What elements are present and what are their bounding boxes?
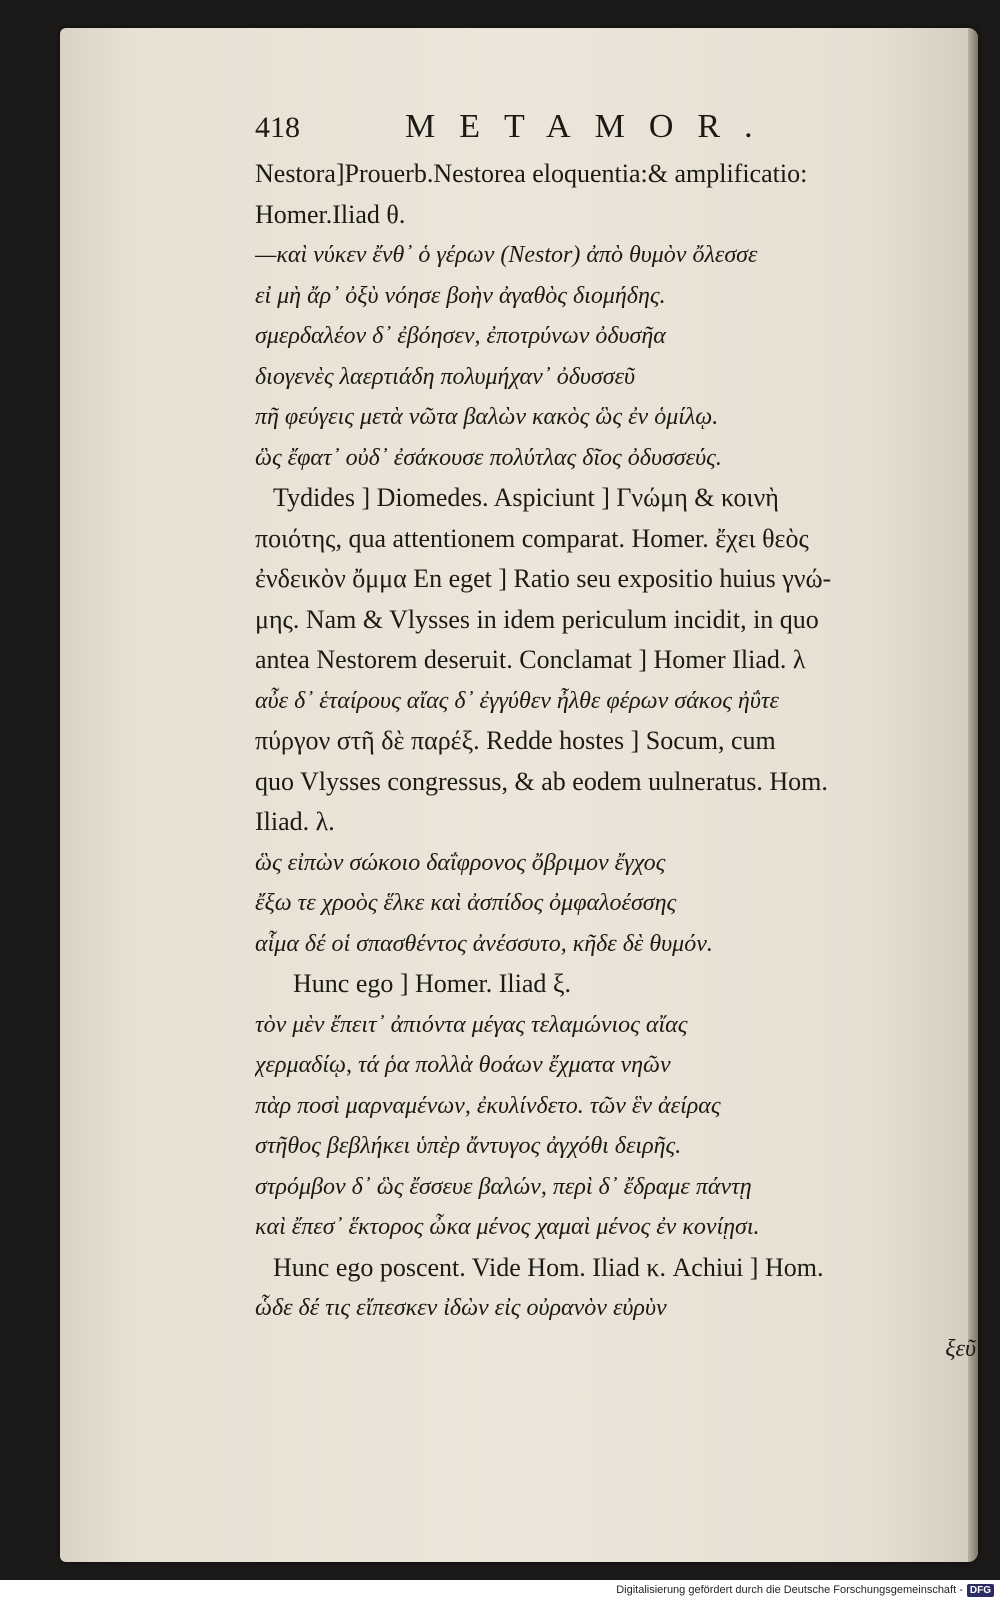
footer-text: Digitalisierung gefördert durch die Deutsche Forschungsgemeinschaft -	[616, 1584, 963, 1596]
text-line: εἰ μὴ ἄρ᾽ ὀξὺ νόησε βοὴν ἀγαθὸς διομήδης.	[255, 282, 666, 309]
text-line: ἐνδεικὸν ὄμμα En eget ] Ratio seu expositio huius γνώ-	[255, 564, 832, 593]
text-line: τὸν μὲν ἔπειτ᾽ ἀπιόντα μέγας τελαμώνιος αἴας	[255, 1011, 688, 1038]
text-line: —καὶ νύκεν ἔνθ᾽ ὁ γέρων (Nestor) ἀπὸ θυμὸν ὄλεσσε	[255, 242, 758, 268]
text-line: μης. Nam & Vlysses in idem periculum incidit, in quo	[255, 604, 819, 634]
text-line: διογενὲς λαερτιάδη πολυμήχαν᾽ ὀδυσσεῦ	[255, 363, 636, 390]
dfg-logo: DFG	[967, 1584, 994, 1597]
text-line: Homer.Iliad θ.	[255, 199, 406, 229]
text-line: Hunc ego ] Homer. Iliad ξ.	[293, 969, 572, 998]
text-line: καὶ ἔπεσ᾽ ἕκτορος ὦκα μένος χαμαὶ μένος ἐν κονίῃσι.	[255, 1214, 760, 1240]
text-line: Hunc ego poscent. Vide Hom. Iliad κ. Achiui ] Hom.	[273, 1252, 824, 1282]
text-line: quo Vlysses congressus, & ab eodem uulneratus. Hom.	[255, 766, 828, 796]
book-page	[60, 28, 978, 1562]
text-line: αἷμα δέ οἱ σπασθέντος ἀνέσσυτο, κῆδε δὲ θυμόν.	[255, 930, 713, 957]
text-line: χερμαδίῳ, τά ῥα πολλὰ θοάων ἔχματα νηῶν	[255, 1052, 671, 1078]
text-block	[255, 108, 990, 1369]
page-header	[255, 108, 990, 154]
text-line: πὰρ ποσὶ μαρναμένων, ἐκυλίνδετο. τῶν ἓν ἀείρας	[255, 1092, 721, 1119]
text-line: Nestora]Prouerb.Nestorea eloquentia:& amplificatio:	[255, 159, 808, 188]
page-number: 418	[255, 111, 300, 144]
text-line: πύργον στῆ δὲ παρέξ. Redde hostes ] Socum, cum	[255, 726, 776, 755]
text-line: Tydides ] Diomedes. Aspiciunt ] Γνώμη & κοινὴ	[273, 483, 779, 512]
text-line: ὣς εἰπὼν σώκοιο δαΐφρονος ὄβριμον ἔγχος	[255, 849, 666, 876]
running-title: METAMOR.	[405, 108, 777, 145]
text-line: antea Nestorem deseruit. Conclamat ] Homer Iliad. λ	[255, 645, 806, 674]
text-line: ἔξω τε χροὸς ἕλκε καὶ ἀσπίδος ὀμφαλοέσσης	[255, 890, 677, 916]
footer-credit	[0, 1580, 1000, 1600]
catchword: ξεῦ	[945, 1335, 976, 1362]
text-line: ὧδε δέ τις εἴπεσκεν ἰδὼν εἰς οὐρανὸν εὐρὺν	[255, 1295, 667, 1321]
text-line: στῆθος βεβλήκει ὑπὲρ ἄντυγος ἀγχόθι δειρῆς.	[255, 1133, 682, 1159]
text-line: Iliad. λ.	[255, 807, 335, 836]
text-line: ποιότης, qua attentionem comparat. Homer. ἔχει θεὸς	[255, 523, 809, 553]
text-line: ὣς ἔφατ᾽ οὐδ᾽ ἐσάκουσε πολύτλας δῖος ὀδυσσεύς.	[255, 444, 722, 471]
text-line: σμερδαλέον δ᾽ ἐβόησεν, ἐποτρύνων ὀδυσῆα	[255, 323, 666, 349]
text-lines	[255, 154, 990, 1329]
text-line: αὖε δ᾽ ἑταίρους αἴας δ᾽ ἐγγύθεν ἦλθε φέρων σάκος ἠΰτε	[255, 687, 779, 714]
text-line: πῆ φεύγεις μετὰ νῶτα βαλὼν κακὸς ὣς ἐν ὁμίλῳ.	[255, 404, 719, 430]
text-line: στρόμβον δ᾽ ὣς ἔσσευε βαλών, περὶ δ᾽ ἔδραμε πάντῃ	[255, 1173, 752, 1200]
